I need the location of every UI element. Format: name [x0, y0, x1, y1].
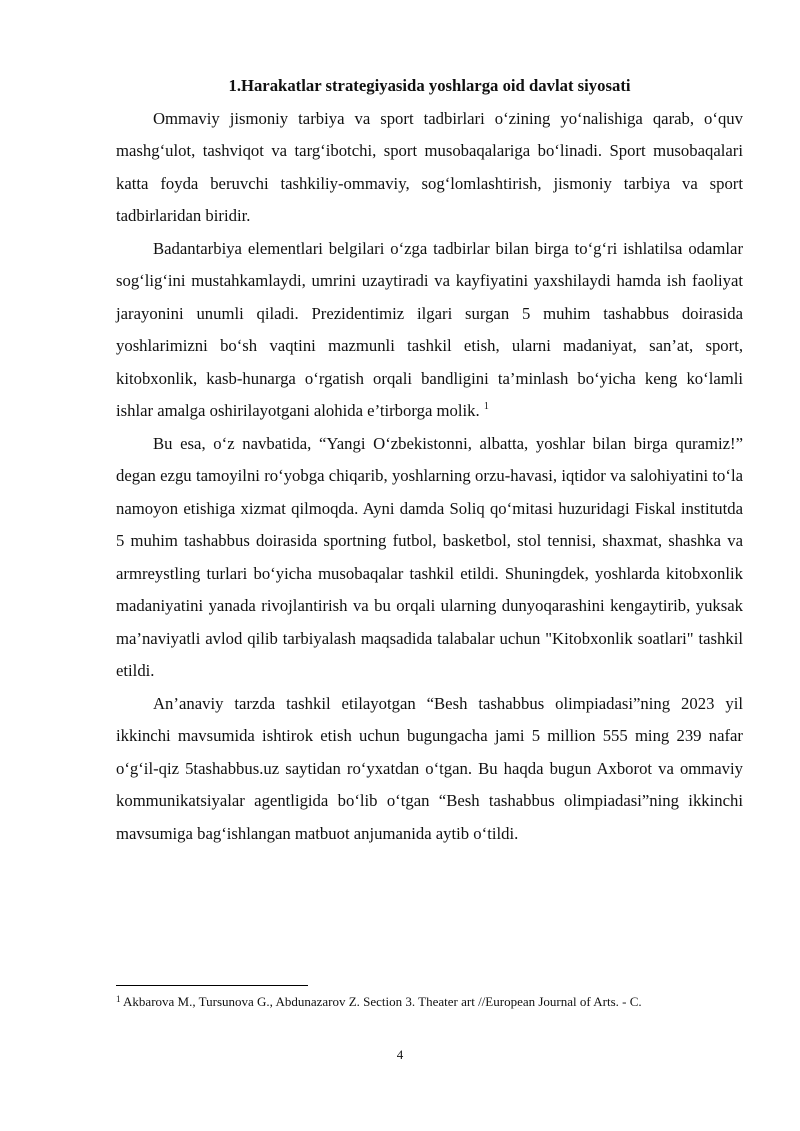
paragraph-4: An’anaviy tarzda tashkil etilayotgan “Besh tashabbus olimpiadasi”ning 2023 yil ikkinchi mavsumida ishtirok etish uchun bugungacha jami 5 million 555 ming 239 nafar o‘g‘il-qiz 5tashabbus.uz saytidan ro‘yxatdan o‘tgan. Bu haqda bugun Axborot va ommaviy kommunikatsiyalar agentligida bo‘lib o‘tgan “Besh tashabbus olimpiadasi”ning ikkinchi mavsumiga bag‘ishlangan matbuot anjumanida aytib o‘tildi. — [116, 693, 743, 843]
page-number: 4 — [396, 1047, 404, 1062]
footnote — [116, 994, 756, 1010]
footnote-reference[interactable]: 1 — [483, 401, 489, 412]
document-body — [116, 70, 743, 850]
footnote-divider — [116, 985, 308, 986]
paragraph-2 — [116, 233, 743, 428]
footnote-marker: 1 — [116, 994, 121, 1004]
paragraph-1: Ommaviy jismoniy tarbiya va sport tadbirlari o‘zining yo‘nalishiga qarab, o‘quv mashg‘ulot, tashviqot va targ‘ibotchi, sport musobaqalariga bo‘linadi. Sport musobaqalari katta foyda beruvchi tashkiliy-ommaviy, sog‘lomlashtirish, jismoniy tarbiya va sport tadbirlaridan biridir. — [116, 108, 743, 225]
paragraph-2-text: Badantarbiya elementlari belgilari o‘zga tadbirlar bilan birga to‘g‘ri ishlatilsa odamlar sog‘lig‘ini mustahkamlaydi, umrini uzaytiradi va kayfiyatini yaxshilaydi hamda ish faoliyat jarayonini unumli qiladi. Prezidentimiz ilgari surgan 5 muhim tashabbus doirasida yoshlarimizni bo‘sh vaqtini mazmunli tashkil etish, ularni madaniyat, san’at, sport, kitobxonlik, kasb-hunarga o‘rgatish orqali bandligini ta’minlash bo‘yicha keng ko‘lamli ishlar amalga oshirilayotgani alohida e’tirborga molik. — [116, 238, 743, 420]
section-title: 1.Harakatlar strategiyasida yoshlarga oid davlat siyosati — [228, 76, 631, 95]
paragraph-3: Bu esa, o‘z navbatida, “Yangi O‘zbekistonni, albatta, yoshlar bilan birga quramiz!” degan ezgu tamoyilni ro‘yobga chiqarib, yoshlarning orzu-havasi, iqtidor va salohiyatini to‘la namoyon etishiga xizmat qilmoqda. Ayni damda Soliq qo‘mitasi huzuridagi Fiskal institutda 5 muhim tashabbus doirasida sportning futbol, basketbol, stol tennisi, shaxmat, shashka va armreystling turlari bo‘yicha musobaqalar tashkil etildi. Shuningdek, yoshlarda kitobxonlik madaniyatini yanada rivojlantirish va bu orqali ularning dunyoqarashini kengaytirib, yuksak ma’naviyatli avlod qilib tarbiyalash maqsadida talabalar uchun "Kitobxonlik soatlari" tashkil etildi. — [116, 433, 743, 680]
footnote-text: Akbarova M., Tursunova G., Abdunazarov Z. Section 3. Theater art //European Journal of Arts. - C. — [123, 994, 642, 1009]
